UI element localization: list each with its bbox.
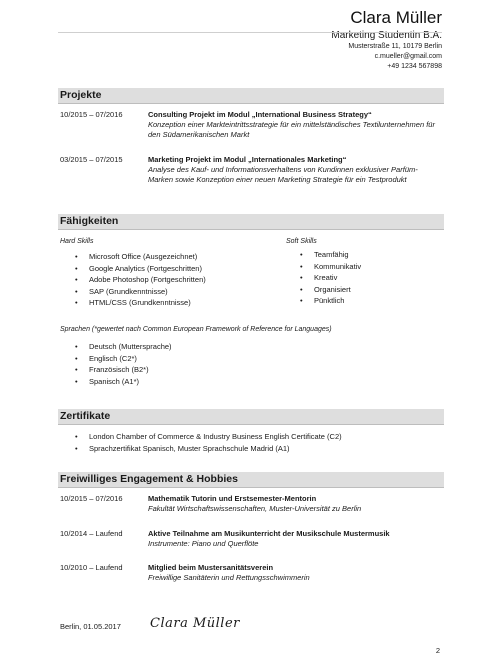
hard-skills-list: [75, 251, 206, 309]
list-item: • Microsoft Office (Ausgezeichnet): [75, 251, 206, 263]
entry-date: 10/2015 – 07/2016: [60, 110, 123, 119]
section-heading-volunteer: Freiwilliges Engagement & Hobbies: [58, 472, 444, 488]
entry-description: Konzeption einer Markteintrittsstrategie für ein mittelständisches Textilunternehmen für den Südamerikanischen Markt: [148, 120, 435, 139]
entry-date: 03/2015 – 07/2015: [60, 155, 123, 164]
languages-label: Sprachen (*gewertet nach Common European Framework of Reference for Languages): [60, 326, 332, 333]
entry-description: Analyse des Kauf- und Informationsverhaltens von Kundinnen exklusiver Parfüm-Marken sowie Konzeption einer neuen Marketing Strategie für ein Testprodukt: [148, 165, 418, 184]
languages-list: [75, 341, 172, 387]
hard-skills-label: Hard Skills: [60, 238, 94, 245]
list-item: • Spanisch (A1*): [75, 376, 172, 388]
entry-title: Marketing Projekt im Modul „Internationales Marketing“: [148, 155, 347, 164]
list-item: • HTML/CSS (Grundkenntnisse): [75, 297, 206, 309]
list-item: • SAP (Grundkenntnisse): [75, 286, 206, 298]
page-number: 2: [435, 646, 440, 655]
section-heading-certificates: Zertifikate: [58, 409, 444, 425]
list-item: • Kommunikativ: [300, 261, 361, 273]
list-item: • Adobe Photoshop (Fortgeschritten): [75, 274, 206, 286]
list-item: • Pünktlich: [300, 295, 361, 307]
list-item: • Kreativ: [300, 272, 361, 284]
contact-header: [331, 8, 442, 72]
header-divider: [58, 32, 442, 33]
entry-date: 10/2014 – Laufend: [60, 529, 123, 538]
certificates-list: [75, 431, 342, 454]
list-item: • London Chamber of Commerce & Industry Business English Certificate (C2): [75, 431, 342, 443]
signature: Clara Müller: [150, 616, 240, 631]
entry-title: Mitglied beim Mustersanitätsverein: [148, 563, 274, 572]
place-and-date: Berlin, 01.05.2017: [60, 622, 121, 631]
address: Musterstraße 11, 10179 Berlin: [348, 43, 442, 50]
person-role: Marketing Studentin B.A.: [331, 30, 442, 41]
entry-date: 10/2015 – 07/2016: [60, 494, 123, 503]
entry-title: Consulting Projekt im Modul „International Business Strategy“: [148, 110, 372, 119]
list-item: • Deutsch (Muttersprache): [75, 341, 172, 353]
soft-skills-list: [300, 249, 361, 307]
list-item: • Französisch (B2*): [75, 364, 172, 376]
entry-description: Freiwillige Sanitäterin und Rettungsschwimmerin: [148, 573, 310, 582]
section-heading-skills: Fähigkeiten: [58, 214, 444, 230]
section-heading-projects: Projekte: [58, 88, 444, 104]
list-item: • Teamfähig: [300, 249, 361, 261]
entry-title: Aktive Teilnahme am Musikunterricht der Musikschule Mustermusik: [148, 529, 390, 538]
list-item: • Englisch (C2*): [75, 353, 172, 365]
entry-title: Mathematik Tutorin und Erstsemester-Mentorin: [148, 494, 317, 503]
phone: +49 1234 567898: [387, 63, 442, 70]
soft-skills-label: Soft Skills: [286, 238, 317, 245]
entry-date: 10/2010 – Laufend: [60, 563, 123, 572]
person-name: Clara Müller: [350, 8, 442, 27]
entry-description: Fakultät Wirtschaftswissenschaften, Muster-Universität zu Berlin: [148, 504, 362, 513]
list-item: • Sprachzertifikat Spanisch, Muster Sprachschule Madrid (A1): [75, 443, 342, 455]
email[interactable]: c.mueller@gmail.com: [374, 53, 442, 60]
entry-description: Instrumente: Piano und Querflöte: [148, 539, 259, 548]
list-item: • Organisiert: [300, 284, 361, 296]
list-item: • Google Analytics (Fortgeschritten): [75, 263, 206, 275]
